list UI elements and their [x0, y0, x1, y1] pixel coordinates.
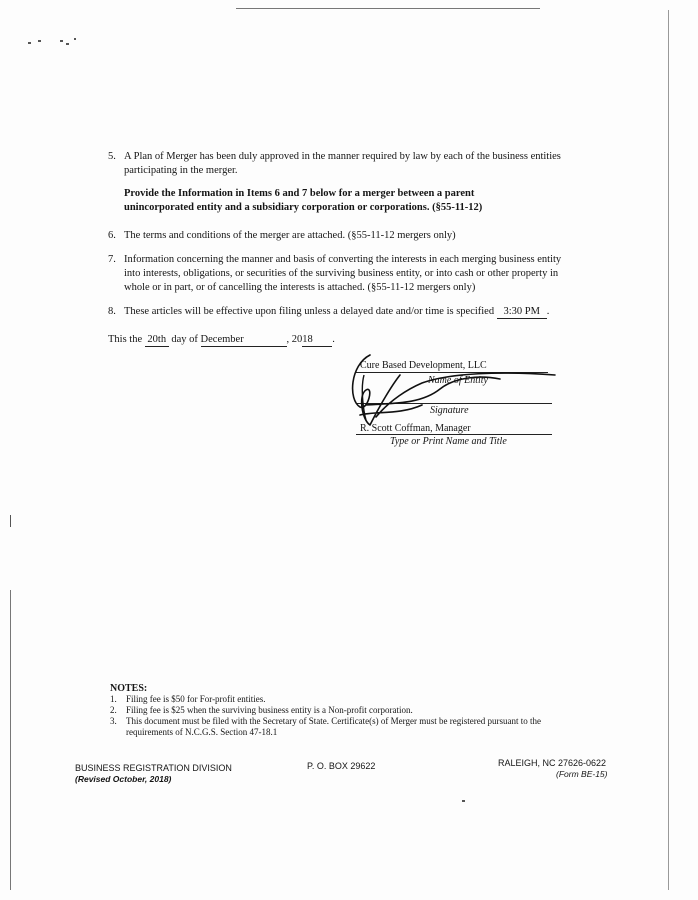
year-field: 18 [302, 334, 332, 347]
entity-name-label: Name of Entity [428, 375, 488, 386]
scan-right-edge [668, 10, 669, 890]
year-prefix: , 20 [286, 334, 303, 345]
note-1 [110, 694, 590, 705]
note-text: Filing fee is $50 for For-profit entities. [126, 694, 266, 704]
notes-section [110, 683, 590, 738]
scan-dot [10, 515, 11, 527]
item-7 [108, 253, 564, 295]
scan-dot [28, 42, 31, 44]
item-number: 8. [108, 306, 116, 317]
signer-name: R. Scott Coffman, Manager [360, 423, 471, 434]
item-number: 6. [108, 230, 116, 241]
item-number: 5. [108, 151, 116, 162]
footer-division: BUSINESS REGISTRATION DIVISION [75, 763, 232, 773]
month-field: December [201, 334, 287, 347]
notes-heading: NOTES: [110, 683, 148, 694]
handwritten-signature [330, 345, 570, 435]
note-text: This document must be filed with the Secretary of State. Certificate(s) of Merger must be registered pursuant to the requirements of N.C.G.S. Section 47-18.1 [126, 716, 541, 737]
scan-dot [66, 43, 69, 45]
effective-time-field: 3:30 PM [497, 306, 547, 319]
scan-top-line [236, 8, 540, 9]
entity-name: Cure Based Development, LLC [360, 360, 487, 371]
signer-name-label: Type or Print Name and Title [390, 436, 507, 447]
item-end: . [546, 306, 550, 317]
day-field: 20th [145, 334, 169, 347]
scan-left-edge [10, 590, 11, 890]
signature-label: Signature [430, 405, 469, 416]
footer-po-box: P. O. BOX 29622 [307, 761, 376, 771]
scan-dot [74, 38, 76, 40]
item-text: The terms and conditions of the merger are attached. (§55-11-12 mergers only) [124, 230, 456, 241]
footer-revised: (Revised October, 2018) [75, 774, 172, 784]
scan-dot [60, 40, 63, 42]
date-prefix: This the [108, 334, 143, 345]
note-number: 2. [110, 705, 117, 715]
date-line [108, 333, 335, 347]
instruction-text: Provide the Information in Items 6 and 7 below for a merger between a parent unincorporated entity and a subsidiary corporation or corporations. (§55-11-12) [124, 188, 483, 213]
item-6 [108, 229, 568, 243]
footer-city: RALEIGH, NC 27626-0622 [498, 758, 607, 768]
item-text: These articles will be effective upon filing unless a delayed date and/or time is specified [124, 306, 495, 317]
item-number: 7. [108, 254, 116, 265]
note-3 [110, 716, 590, 738]
footer-form: (Form BE-15) [556, 769, 608, 779]
scan-dot [38, 40, 41, 42]
item-5 [108, 150, 568, 178]
note-text: Filing fee is $25 when the surviving business entity is a Non-profit corporation. [126, 705, 413, 715]
item-8 [108, 305, 588, 319]
scan-dot [462, 800, 465, 802]
item-text: A Plan of Merger has been duly approved in the manner required by law by each of the business entities participating in the merger. [124, 151, 561, 176]
note-2 [110, 705, 590, 716]
date-end: . [332, 334, 335, 345]
note-number: 3. [110, 716, 117, 726]
item-text: Information concerning the manner and basis of converting the interests in each merging business entity into interests, obligations, or securities of the surviving business entity, or into cash or other property in whole or in part, or of cancelling the interests is attached. (§55-11-12 mergers only) [124, 254, 562, 293]
date-mid: day of [171, 334, 198, 345]
note-number: 1. [110, 694, 117, 704]
